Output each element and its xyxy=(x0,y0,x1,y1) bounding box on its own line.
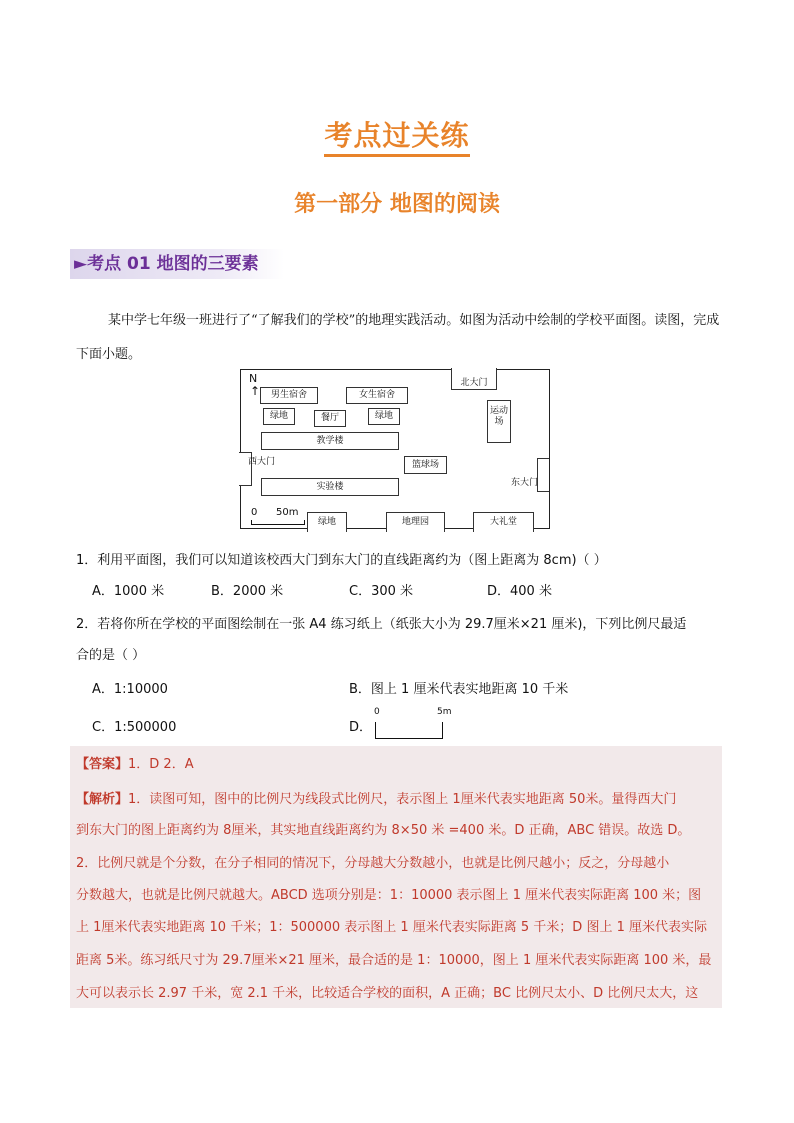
topic-header: ►考点 01 地图的三要素 xyxy=(70,249,284,279)
question-2-line-1: 2．若将你所在学校的平面图绘制在一张 A4 练习纸上（纸张大小为 29.7厘米×21 厘米)，下列比例尺最适 xyxy=(76,617,687,632)
auditorium: 大礼堂 xyxy=(473,512,534,532)
green-area-3: 绿地 xyxy=(307,512,347,532)
q2-option-d: D． xyxy=(349,720,373,735)
question-1: 1．利用平面图，我们可以知道该校西大门到东大门的直线距离约为（图上距离为 8cm)（ ） xyxy=(76,553,607,568)
q1-option-d: D．400 米 xyxy=(487,584,552,599)
answer-tag: 【答案】 xyxy=(76,757,129,772)
analysis-tag: 【解析】 xyxy=(76,792,129,807)
q2-d-scale-bar xyxy=(375,722,443,739)
page-title-text: 考点过关练 xyxy=(324,119,469,157)
green-area-1: 绿地 xyxy=(263,408,295,425)
q2-option-c: C．1:500000 xyxy=(92,720,177,735)
q2-option-a: A．1:10000 xyxy=(92,682,168,697)
q2-d-scale-5m: 5m xyxy=(437,707,452,717)
q1-option-c: C．300 米 xyxy=(349,584,414,599)
question-2-line-2: 合的是（ ） xyxy=(76,648,146,663)
north-arrow-icon: ↑ xyxy=(250,384,261,398)
analysis-line-7: 大可以表示长 2.97 千米，宽 2.1 千米，比较适合学校的面积，A 正确；BC 比例尺太小、D 比例尺太大，这 xyxy=(76,986,699,1001)
analysis-line-2: 到东大门的图上距离约为 8厘米，其实地直线距离约为 8×50 米 =400 米。D 正确，ABC 错误。故选 D。 xyxy=(76,823,691,838)
analysis-line-5: 上 1厘米代表实地距离 10 千米；1：500000 表示图上 1 厘米代表实际距离 5 千米；D 图上 1 厘米代表实际 xyxy=(76,920,707,935)
canteen: 餐厅 xyxy=(314,410,346,427)
answer-text: 1．D 2．A xyxy=(128,757,194,772)
west-gate-label: 西大门 xyxy=(248,457,276,467)
q1-option-a: A．1000 米 xyxy=(92,584,165,599)
scale-bar xyxy=(251,520,305,525)
teaching-building: 教学楼 xyxy=(261,432,399,450)
intro-paragraph: 某中学七年级一班进行了“了解我们的学校”的地理实践活动。如图为活动中绘制的学校平面图。读图，完成下面小题。 xyxy=(76,313,720,362)
lab-building: 实验楼 xyxy=(261,478,399,496)
geography-garden: 地理园 xyxy=(386,512,445,532)
analysis-line-4: 分数越大，也就是比例尺就越大。ABCD 选项分别是：1：10000 表示图上 1 厘米代表实际距离 100 米；图 xyxy=(76,888,702,903)
q1-option-b: B．2000 米 xyxy=(211,584,284,599)
green-area-2: 绿地 xyxy=(368,408,400,425)
analysis-line-1 xyxy=(76,788,676,807)
answer-line xyxy=(76,753,194,772)
east-gate-marker xyxy=(537,458,549,492)
north-label: N xyxy=(249,372,258,385)
q2-option-b: B．图上 1 厘米代表实地距离 10 千米 xyxy=(349,682,569,697)
answer-panel xyxy=(70,746,722,1008)
scale-zero: 0 xyxy=(251,507,258,518)
analysis-line-6: 距离 5米。练习纸尺寸为 29.7厘米×21 厘米，最合适的是 1：10000，图上 1 厘米代表实际距离 100 米，最 xyxy=(76,953,712,968)
east-gate-label: 东大门 xyxy=(511,478,539,488)
page-title xyxy=(0,114,794,154)
analysis-text-1: 1．读图可知，图中的比例尺为线段式比例尺，表示图上 1厘米代表实地距离 50米。量得西大门 xyxy=(128,792,677,807)
girls-dorm: 女生宿舍 xyxy=(346,387,408,404)
scale-fifty: 50m xyxy=(276,507,299,518)
sports-field: 运动场 xyxy=(487,400,511,443)
boys-dorm: 男生宿舍 xyxy=(260,387,318,404)
q2-d-scale-zero: 0 xyxy=(374,707,380,717)
north-gate: 北大门 xyxy=(451,368,497,390)
analysis-line-3: 2．比例尺就是个分数，在分子相同的情况下，分母越大分数越小，也就是比例尺越小；反之，分母越小 xyxy=(76,856,670,871)
basketball-court: 篮球场 xyxy=(404,456,447,474)
section-title: 第一部分 地图的阅读 xyxy=(294,192,500,217)
school-map xyxy=(240,369,550,529)
